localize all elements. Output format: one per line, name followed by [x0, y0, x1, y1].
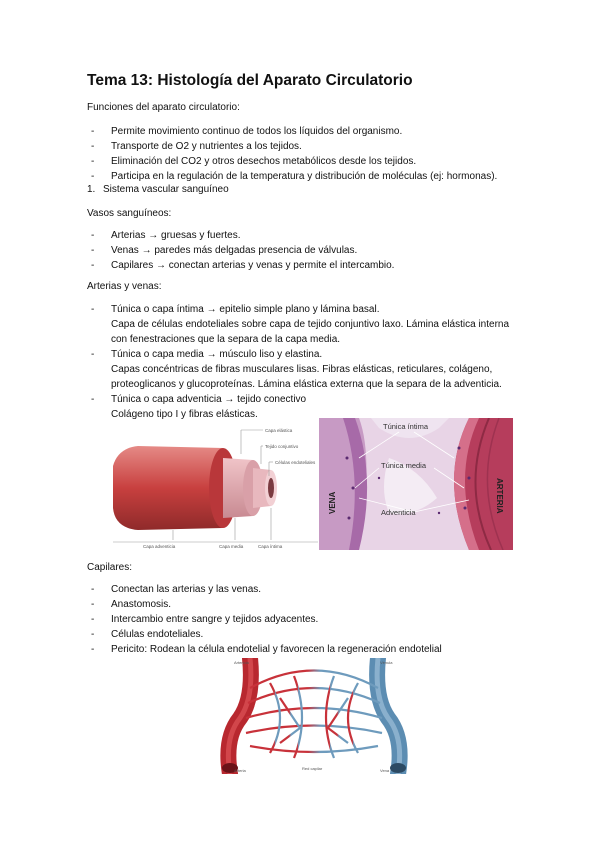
item-text: Sistema vascular sanguíneo [103, 184, 229, 195]
tunica-detail: con fenestraciones que la separa de la capa media. [111, 334, 341, 345]
list-item: - Capilares → conectan arterias y venas y permite el intercambio. [87, 258, 394, 273]
list-item: - Venas → paredes más delgadas presencia de válvulas. [87, 243, 394, 258]
item-number: 1. [87, 184, 96, 195]
list-item: - Transporte de O2 y nutrientes a los tejidos. [87, 139, 497, 154]
label-capa-elastica: Capa elástica [265, 428, 293, 433]
label-celulas-endoteliales: Células endoteliales [275, 460, 316, 465]
label-tunica-intima: Túnica íntima [383, 422, 429, 431]
label-vena: VENA [328, 491, 337, 514]
vasos-list [87, 228, 394, 273]
capilares-heading: Capilares: [87, 562, 133, 573]
page-title: Tema 13: Histología del Aparato Circulatorio [87, 72, 413, 89]
arterias-heading: Arterias y venas: [87, 281, 162, 292]
vasos-heading: Vasos sanguíneos: [87, 208, 172, 219]
tunica-detail: Capa de células endoteliales sobre capa de tejido conjuntivo laxo. Lámina elástica interna [111, 319, 510, 330]
functions-heading: Funciones del aparato circulatorio: [87, 102, 240, 113]
tunica-detail: Capas concéntricas de fibras musculares lisas. Fibras elásticas, reticulares, colágeno, [111, 364, 493, 375]
label-venula: Vénula [380, 660, 393, 665]
list-item: - Intercambio entre sangre y tejidos adyacentes. [87, 612, 442, 627]
histology-figure [319, 418, 513, 550]
capillary-network-figure [210, 658, 418, 774]
tunica-line: Túnica o capa media → músculo liso y elastina. [111, 349, 323, 360]
label-vena-cap: Vena [380, 768, 390, 773]
list-item: - Células endoteliales. [87, 627, 442, 642]
label-capa-adventicia: Capa adventicia [143, 544, 176, 549]
tunica-line: Túnica o capa adventicia → tejido conectivo [111, 394, 307, 405]
label-capa-media: Capa media [219, 544, 244, 549]
numbered-item [87, 184, 229, 195]
list-item [87, 302, 509, 347]
vessel-layers-figure [103, 418, 318, 550]
list-item: - Anastomosis. [87, 597, 442, 612]
label-arteria: ARTERIA [495, 478, 504, 514]
capilares-list [87, 582, 442, 657]
label-tunica-media: Túnica media [381, 461, 427, 470]
tunica-line: Túnica o capa íntima → epitelio simple plano y lámina basal. [111, 304, 380, 315]
list-item [87, 347, 509, 392]
tunica-detail: proteoglicanos y glucoproteínas. Lámina elástica externa que la separa de la adventicia. [111, 379, 502, 390]
list-item: - Pericito: Rodean la célula endotelial y favorecen la regeneración endotelial [87, 642, 442, 657]
list-item: - Eliminación del CO2 y otros desechos metabólicos desde los tejidos. [87, 154, 497, 169]
tunica-detail: Colágeno tipo I y fibras elásticas. [111, 409, 258, 420]
label-arteriola: Arteriola [234, 660, 249, 665]
label-tejido-conjuntivo: Tejido conjuntivo [265, 444, 299, 449]
label-capa-intima: Capa íntima [258, 544, 283, 549]
label-red-capilar: Red capilar [302, 766, 323, 771]
label-adventicia: Adventicia [381, 508, 416, 517]
functions-list [87, 124, 497, 184]
list-item: - Permite movimiento continuo de todos los líquidos del organismo. [87, 124, 497, 139]
tunicas-list [87, 302, 509, 422]
list-item: - Participa en la regulación de la temperatura y distribución de moléculas (ej: hormonas). [87, 169, 497, 184]
list-item: - Conectan las arterias y las venas. [87, 582, 442, 597]
label-arteria-cap: Arteria [234, 768, 246, 773]
list-item: - Arterias → gruesas y fuertes. [87, 228, 394, 243]
